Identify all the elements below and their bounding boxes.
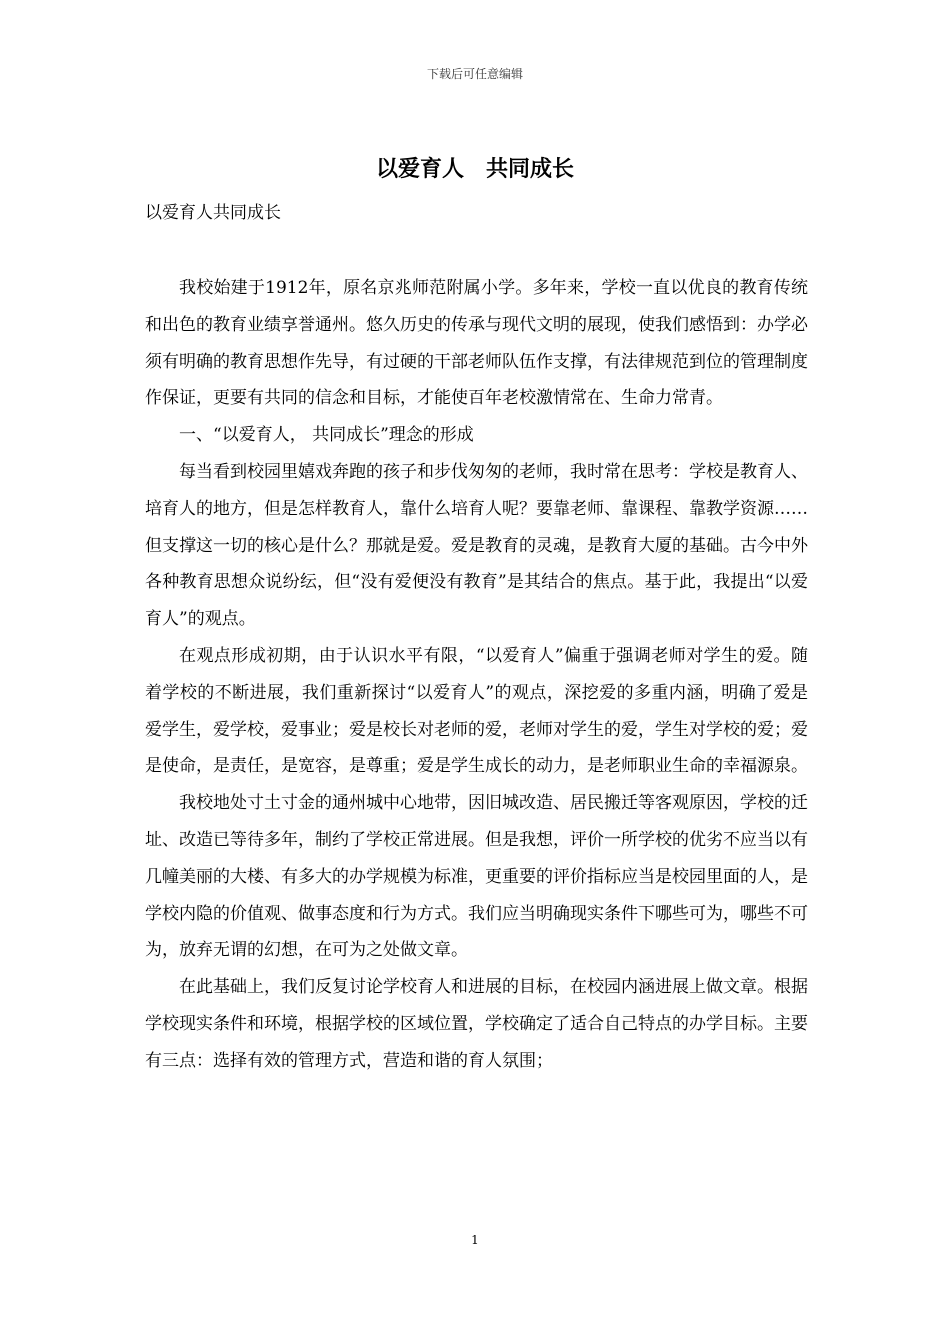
page-number: 1: [471, 1233, 479, 1247]
section-heading-1: 一、“以爱育人， 共同成长”理念的形成: [179, 425, 474, 446]
document-subtitle: 以爱育人共同成长: [145, 203, 281, 223]
paragraph-love-core: 每当看到校园里嬉戏奔跑的孩子和步伐匆匆的老师，我时常在思考：学校是教育人、培育人的地方，但是怎样教育人，靠什么培育人呢？要靠老师、靠课程、靠教学资源……但支撑这一切的核心是什么？那就是爱。爱是教育的灵魂，是教育大厦的基础。古今中外各种教育思想众说纷纭，但“没有爱便没有教育”是其结合的焦点。基于此，我提出“以爱育人”的观点。: [145, 461, 808, 630]
paragraph-intro: 我校始建于1912年，原名京兆师范附属小学。多年来，学校一直以优良的教育传统和出色的教育业绩享誉通州。悠久历史的传承与现代文明的展现，使我们感悟到：办学必须有明确的教育思想作先导，有过硬的干部老师队伍作支撑，有法律规范到位的管理制度作保证，更要有共同的信念和目标，才能使百年老校激情常在、生命力常青。: [145, 278, 808, 409]
paragraph-goals: 在此基础上，我们反复讨论学校育人和进展的目标，在校园内涵进展上做文章。根据学校现实条件和环境，根据学校的区域位置，学校确定了适合自己特点的办学目标。主要有三点：选择有效的管理方式，营造和谐的育人氛围；: [145, 977, 808, 1071]
document-body: [145, 270, 808, 1080]
paragraph-school-location: 我校地处寸土寸金的通州城中心地带，因旧城改造、居民搬迁等客观原因，学校的迁址、改造已等待多年，制约了学校正常进展。但是我想，评价一所学校的优劣不应当以有几幢美丽的大楼、有多大的办学规模为标准，更重要的评价指标应当是校园里面的人，是学校内隐的价值观、做事态度和行为方式。我们应当明确现实条件下哪些可为，哪些不可为，放弃无谓的幻想，在可为之处做文章。: [145, 793, 808, 961]
page-header: 下载后可任意编辑: [426, 67, 523, 81]
paragraph-concept-evolution: 在观点形成初期，由于认识水平有限，“以爱育人”偏重于强调老师对学生的爱。随着学校的不断进展，我们重新探讨“以爱育人”的观点，深挖爱的多重内涵，明确了爱是爱学生，爱学校，爱事业；爱是校长对老师的爱，老师对学生的爱，学生对学校的爱；爱是使命，是责任，是宽容，是尊重；爱是学生成长的动力，是老师职业生命的幸福源泉。: [145, 645, 808, 777]
document-title: 以爱育人 共同成长: [375, 157, 574, 182]
